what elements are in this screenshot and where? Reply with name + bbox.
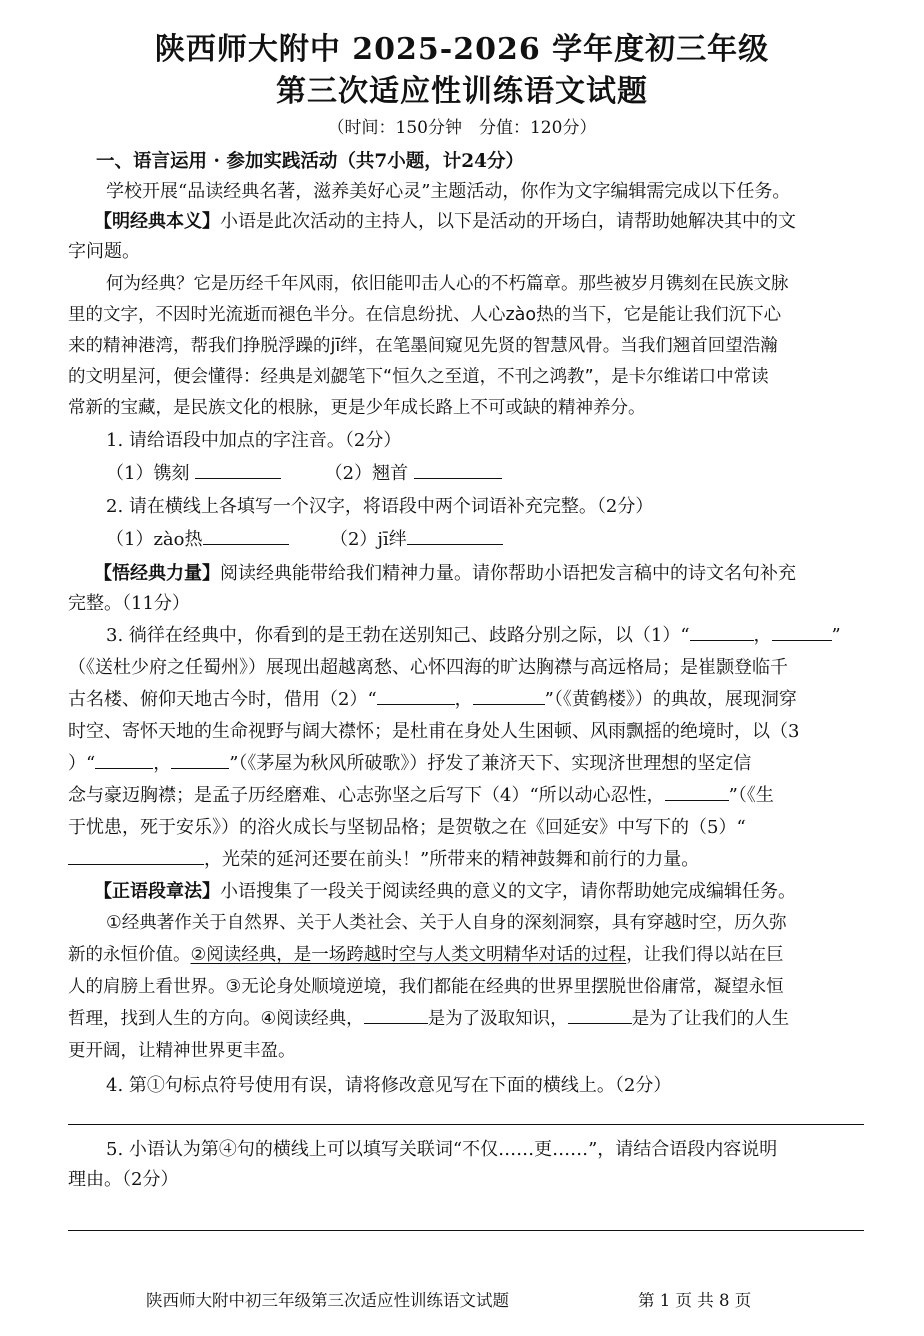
exam-meta: （时间：150分钟 分值：120分）: [327, 118, 597, 138]
q3-text-1c: ”: [831, 625, 841, 646]
q2-stem: 2. 请在横线上各填写一个汉字，将语段中两个词语补充完整。（2分）: [106, 496, 654, 517]
q3-line6: [68, 782, 868, 810]
q3-line7: 于忧患，死于安乐》）的浴火成长与坚韧品格；是贺敬之在《回延安》中写下的（5）“: [68, 817, 746, 838]
passage2-line1: ①经典著作关于自然界、关于人类社会、关于人自身的深刻洞察，具有穿越时空，历久弥: [106, 913, 787, 933]
task3-text: 小语搜集了一段关于阅读经典的意义的文字，请你帮助她完成编辑任务。: [220, 881, 796, 902]
passage-line4: 的文明星河，便会懂得：经典是刘勰笔下“恒久之至道，不刊之鸿教”，是卡尔维诺口中常读: [68, 367, 769, 387]
q3-blank-2a[interactable]: [377, 686, 455, 705]
q3-blank-5[interactable]: [68, 846, 204, 865]
passage2-underlined-sentence: ②阅读经典，是一场跨越时空与人类文明精华对话的过程: [190, 945, 627, 965]
q3-blank-4[interactable]: [665, 782, 729, 801]
q3-blank-1b[interactable]: [772, 622, 832, 641]
q3-line8: [68, 846, 868, 874]
task1-label: 【明经典本义】: [94, 211, 220, 232]
q3-text-5c: ”（《茅屋为秋风所破歌》）抒发了兼济天下、实现济世理想的坚定信: [229, 753, 752, 774]
passage2-text-4a: 哲理，找到人生的方向。④阅读经典，: [68, 1009, 364, 1029]
passage2-blank-1[interactable]: [364, 1005, 428, 1024]
q3-text-5b: ，: [153, 753, 172, 774]
passage2-text-4c: 是为了让我们的人生: [631, 1009, 790, 1029]
passage-line5: 常新的宝藏，是民族文化的根脉，更是少年成长路上不可或缺的精神养分。: [68, 398, 646, 418]
q2-item1-label: （1）zào热: [106, 529, 203, 550]
passage-line1: 何为经典？它是历经千年风雨，依旧能叩击人心的不朽篇章。那些被岁月镌刻在民族文脉: [106, 274, 789, 294]
passage-line2: 里的文字，不因时光流逝而褪色半分。在信息纷扰、人心zào热的当下，它是能让我们沉下心: [68, 305, 782, 325]
q5-answer-line[interactable]: [68, 1230, 864, 1231]
task1-line1: [94, 208, 894, 236]
q3-text-3c: ”（《黄鹤楼》）的典故，展现洞穿: [544, 689, 797, 710]
task2-text-a: 阅读经典能带给我们精神力量。请你帮助小语把发言稿中的诗文名句补充: [220, 563, 796, 584]
q3-blank-2b[interactable]: [473, 686, 545, 705]
passage2-blank-2[interactable]: [568, 1005, 632, 1024]
q3-line2: （《送杜少府之任蜀州》）展现出超越离愁、心怀四海的旷达胸襟与高远格局；是崔颢登临千: [68, 657, 788, 678]
passage2-text-2c: ，让我们得以站在巨: [626, 945, 784, 965]
q2-answer-blank-1[interactable]: [203, 526, 289, 545]
q3-blank-3a[interactable]: [95, 750, 153, 769]
passage2-line5: 更开阔，让精神世界更丰盈。: [68, 1041, 296, 1061]
q3-text-5a: ）“: [68, 753, 96, 774]
passage2-line4: [68, 1005, 868, 1033]
q1-stem: 1. 请给语段中加点的字注音。（2分）: [106, 430, 402, 451]
task2-line2: 完整。（11分）: [68, 593, 190, 614]
q5-line2: 理由。（2分）: [68, 1169, 179, 1190]
task1-line2: 字问题。: [68, 241, 140, 262]
task2-label: 【悟经典力量】: [94, 563, 220, 584]
q3-text-1b: ，: [753, 625, 772, 646]
passage2-line2: [68, 941, 868, 969]
passage2-text-4b: 是为了汲取知识，: [427, 1009, 568, 1029]
q3-blank-3b[interactable]: [171, 750, 229, 769]
q1-item2-label: （2）翘首: [324, 463, 409, 484]
q4-stem: 4. 第①句标点符号使用有误，请将修改意见写在下面的横线上。（2分）: [106, 1075, 672, 1096]
q5-line1: 5. 小语认为第④句的横线上可以填写关联词“不仅……更……”，请结合语段内容说明: [106, 1139, 778, 1160]
exam-title-line2: 第三次适应性训练语文试题: [276, 74, 648, 109]
q2-item2-label: （2）jī绊: [329, 529, 407, 550]
q3-text-1a: 3. 徜徉在经典中，你看到的是王勃在送别知己、歧路分别之际，以（1）“: [106, 625, 690, 646]
q3-blank-1a[interactable]: [690, 622, 754, 641]
task3-line: [94, 878, 894, 906]
task2-line1: [94, 560, 894, 588]
q1-items: [106, 460, 906, 488]
q3-line4: 时空、寄怀天地的生命视野与阔大襟怀；是杜甫在身处人生困顿、风雨飘摇的绝境时，以（3: [68, 721, 800, 742]
q1-item1-label: （1）镌刻: [106, 463, 190, 484]
exam-title-line1: 陕西师大附中 2025-2026 学年度初三年级: [154, 32, 770, 67]
intro-text: 学校开展“品读经典名著，滋养美好心灵”主题活动，你作为文字编辑需完成以下任务。: [106, 181, 791, 202]
footer-title: 陕西师大附中初三年级第三次适应性训练语文试题: [146, 1291, 509, 1310]
q2-items: [106, 526, 906, 554]
footer-page-number: 第 1 页 共 8 页: [638, 1291, 752, 1310]
passage2-text-2a: 新的永恒价值。: [68, 945, 191, 965]
q3-text-6b: ”（《生: [728, 785, 774, 806]
q3-text-8: ，光荣的延河还要在前头！”所带来的精神鼓舞和前行的力量。: [204, 849, 700, 870]
passage2-line3: 人的肩膀上看世界。③无论身处顺境逆境，我们都能在经典的世界里摆脱世俗庸常，凝望永恒: [68, 977, 784, 997]
task3-label: 【正语段章法】: [94, 881, 220, 902]
task1-text-a: 小语是此次活动的主持人，以下是活动的开场白，请帮助她解决其中的文: [220, 211, 796, 232]
section-heading: 一、语言运用 · 参加实践活动（共7小题，计24分）: [96, 151, 524, 172]
q4-answer-line[interactable]: [68, 1124, 864, 1125]
q3-line5: [68, 750, 868, 778]
q3-line3: [68, 686, 868, 714]
q2-answer-blank-2[interactable]: [407, 526, 503, 545]
q1-answer-blank-2[interactable]: [414, 460, 502, 479]
q1-answer-blank-1[interactable]: [195, 460, 281, 479]
q3-text-6a: 念与豪迈胸襟；是孟子历经磨难、心志弥坚之后写下（4）“所以动心忍性，: [68, 785, 665, 806]
q3-text-3b: ，: [454, 689, 473, 710]
q3-text-3a: 古名楼、俯仰天地古今时，借用（2）“: [68, 689, 377, 710]
passage-line3: 来的精神港湾，帮我们挣脱浮躁的jī绊，在笔墨间窥见先贤的智慧风骨。当我们翘首回望浩瀚: [68, 336, 778, 356]
q3-line1: [106, 622, 906, 650]
